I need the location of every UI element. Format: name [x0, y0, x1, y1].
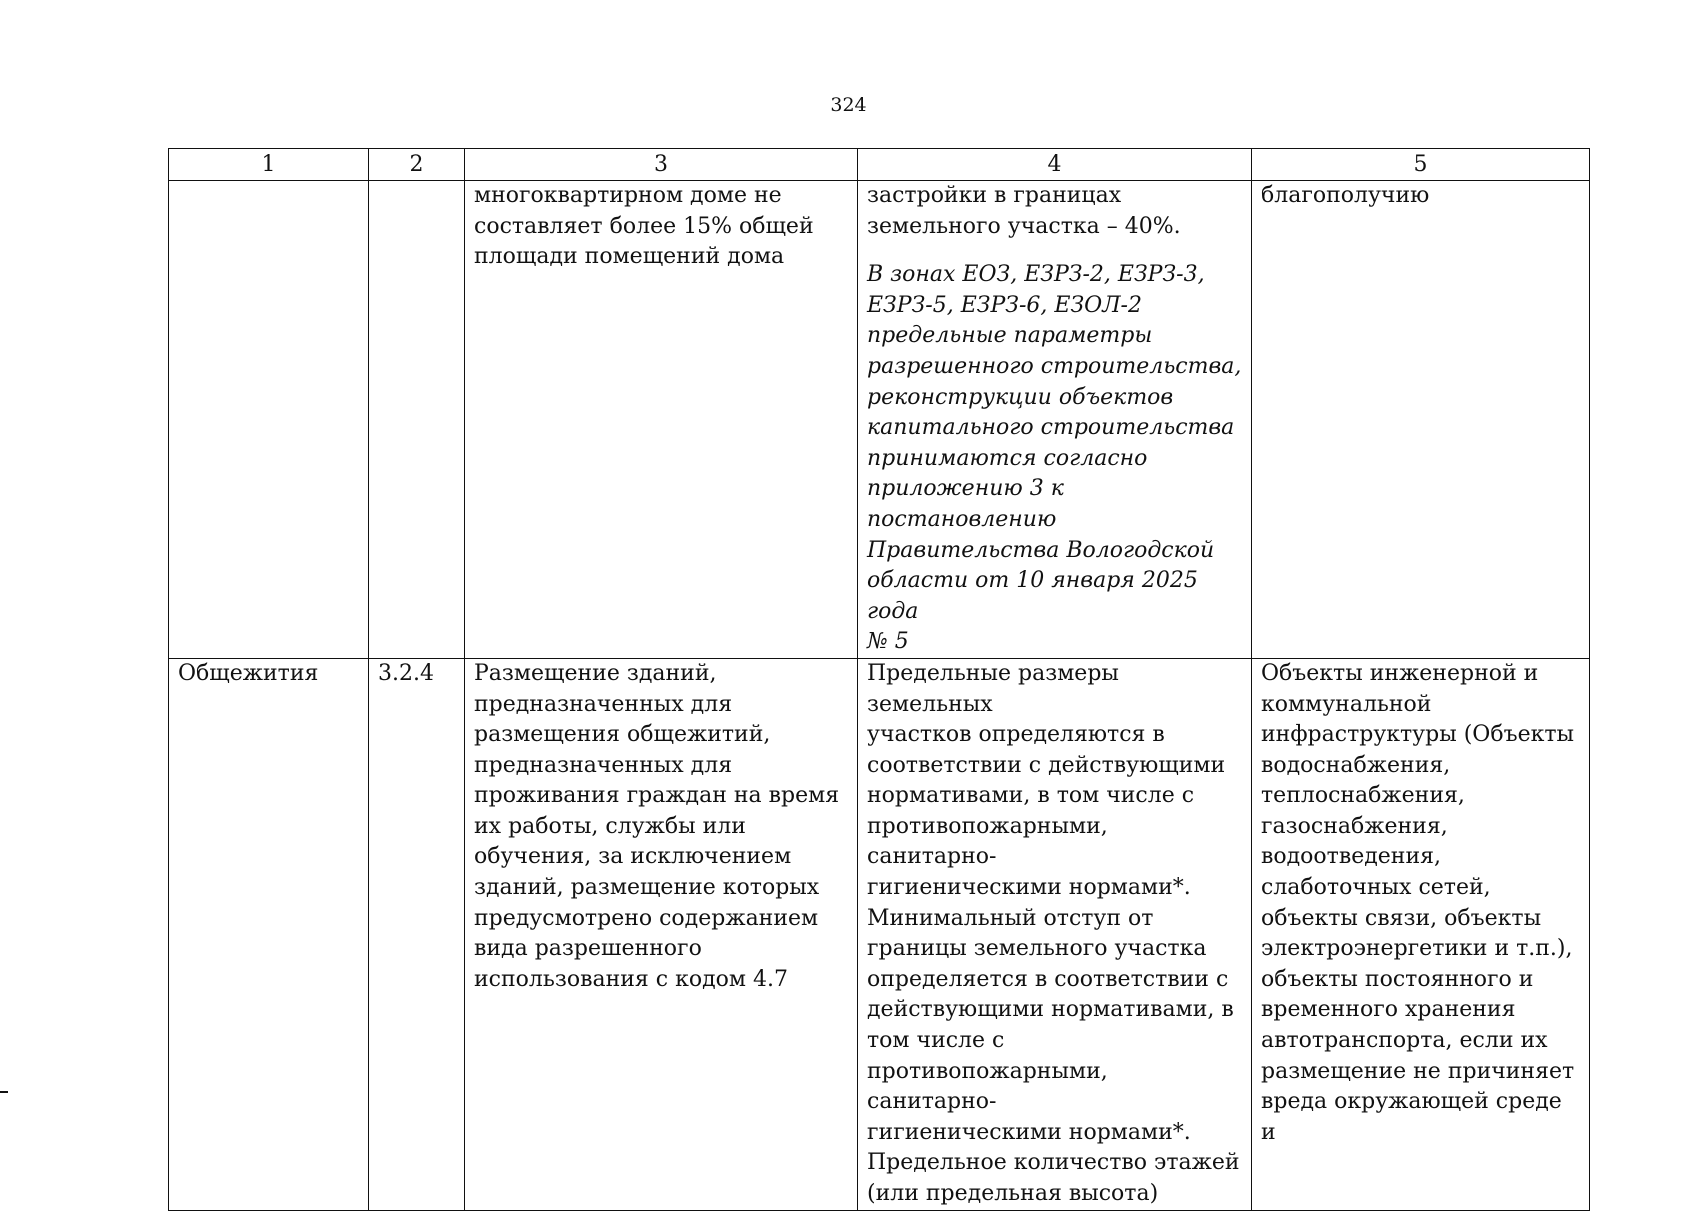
scan-edge-mark [0, 1091, 8, 1093]
header-col-2: 2 [369, 149, 465, 181]
header-col-3: 3 [465, 149, 858, 181]
cell-text-italic-note: В зонах ЕОЗ, ЕЗРЗ-2, ЕЗРЗ-3, ЕЗРЗ-5, ЕЗРЗ-6, ЕЗОЛ-2 предельные параметры разрешенного строительства, реконструкции объектов капитального строительства принимаются согласно приложению 3 к постановлению Правительства Вологодской области от 10 января 2025 года № 5 [867, 262, 1242, 655]
table-row [169, 658, 1590, 1210]
cell-auxiliary-uses [1252, 658, 1590, 1210]
table-row [169, 181, 1590, 659]
header-col-1: 1 [169, 149, 369, 181]
regulations-table [168, 148, 1590, 1211]
cell-text: Общежития [178, 660, 319, 686]
cell-text: застройки в границах земельного участка – 40%. [867, 183, 1181, 239]
page-number: 324 [830, 94, 867, 116]
cell-parameters [858, 181, 1252, 659]
cell-description [465, 181, 858, 659]
cell-parameters [858, 658, 1252, 1210]
cell-use-type [169, 658, 369, 1210]
header-col-4: 4 [858, 149, 1252, 181]
cell-description [465, 658, 858, 1210]
table-header-row [169, 149, 1590, 181]
cell-auxiliary-uses [1252, 181, 1590, 659]
header-col-5: 5 [1252, 149, 1590, 181]
cell-text: многоквартирном доме не составляет более 15% общей площади помещений дома [474, 183, 814, 270]
cell-use-type [169, 181, 369, 659]
cell-text: Предельные размеры земельных участков определяются в соответствии с действующими нормативами, в том числе с противопожарными, санитарно- гигиеническими нормами*. Минимальный отступ от границы земельного участка определяется в соответствии с действующими нормативами, в том числе с противопожарными, санитарно- гигиеническими нормами*. Предельное количество этажей (или предельная высота) [867, 660, 1240, 1206]
cell-code [369, 658, 465, 1210]
cell-code [369, 181, 465, 659]
cell-text: Размещение зданий, предназначенных для размещения общежитий, предназначенных для проживания граждан на время их работы, службы или обучения, за исключением зданий, размещение которых предусмотрено содержанием вида разрешенного использования с кодом 4.7 [474, 660, 840, 992]
cell-text: благополучию [1261, 183, 1430, 208]
cell-text: 3.2.4 [378, 660, 434, 686]
cell-text: Объекты инженерной и коммунальной инфраструктуры (Объекты водоснабжения, теплоснабжения, газоснабжения, водоотведения, слаботочных сетей, объекты связи, объекты электроэнергетики и т.п.), объекты постоянного и временного хранения автотранспорта, если их размещение не причиняет вреда окружающей среде и [1261, 660, 1575, 1145]
